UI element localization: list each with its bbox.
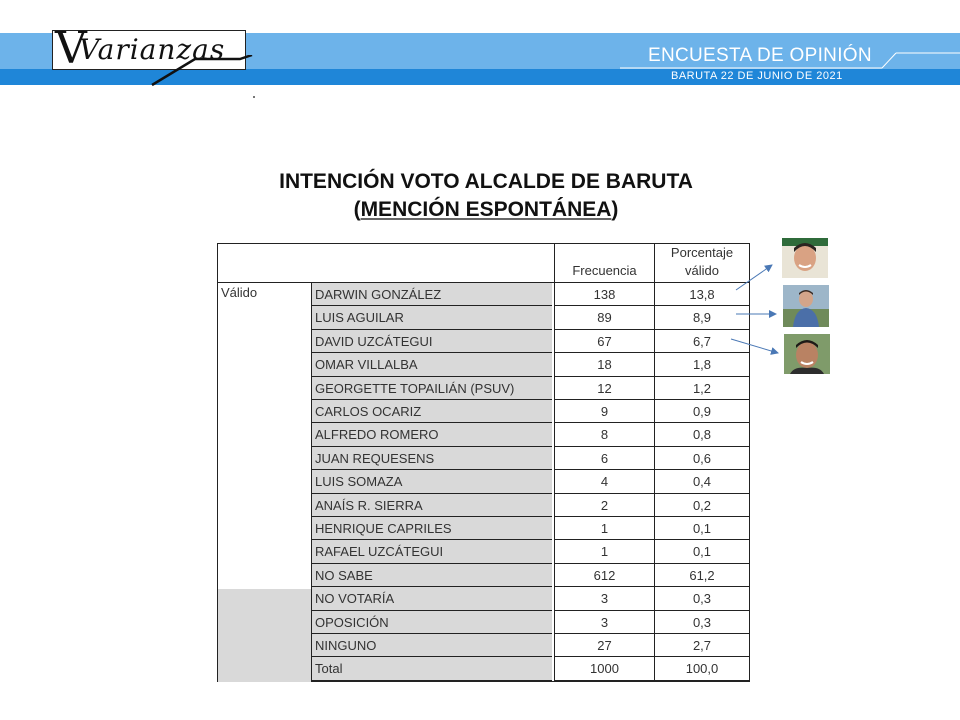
row-label: ALFREDO ROMERO xyxy=(312,423,552,446)
page-title-line2 xyxy=(0,198,960,222)
logo-v-mark: V xyxy=(55,23,87,74)
row-porcentaje: 0,9 xyxy=(655,400,749,423)
photo-david-uzcategui xyxy=(784,334,830,374)
row-porcentaje: 1,8 xyxy=(655,353,749,376)
header-subtitle: BARUTA 22 DE JUNIO DE 2021 xyxy=(671,70,843,82)
photo-darwin-gonzalez xyxy=(782,238,828,278)
logo-swash xyxy=(150,55,260,90)
row-porcentaje: 8,9 xyxy=(655,306,749,329)
results-table xyxy=(217,243,750,682)
row-frecuencia: 6 xyxy=(554,447,655,470)
row-porcentaje: 0,3 xyxy=(655,587,749,610)
row-label: CARLOS OCARIZ xyxy=(312,400,552,423)
title-paren-open: ( xyxy=(353,198,361,221)
logo-text: Varianzas xyxy=(79,33,226,66)
header-porcentaje-line1: Porcentaje xyxy=(670,245,734,260)
row-porcentaje: 13,8 xyxy=(655,283,749,306)
row-frecuencia: 3 xyxy=(554,611,655,634)
row-porcentaje: 0,4 xyxy=(655,470,749,493)
row-porcentaje: 0,6 xyxy=(655,447,749,470)
row-label: DAVID UZCÁTEGUI xyxy=(312,330,552,353)
row-porcentaje: 2,7 xyxy=(655,634,749,657)
row-frecuencia: 18 xyxy=(554,353,655,376)
row-label: HENRIQUE CAPRILES xyxy=(312,517,552,540)
row-frecuencia: 27 xyxy=(554,634,655,657)
row-porcentaje: 61,2 xyxy=(655,564,749,587)
row-label: LUIS SOMAZA xyxy=(312,470,552,493)
row-frecuencia: 3 xyxy=(554,587,655,610)
row-porcentaje: 0,1 xyxy=(655,540,749,563)
title-paren-close: ) xyxy=(611,198,619,221)
title-highlight: MENCIÓN ESPONTÁNEA xyxy=(360,198,612,221)
header-frecuencia-label: Frecuencia xyxy=(572,263,637,278)
table-header-blank xyxy=(218,244,554,283)
row-porcentaje: 0,2 xyxy=(655,494,749,517)
row-frecuencia: 12 xyxy=(554,377,655,400)
row-label: LUIS AGUILAR xyxy=(312,306,552,329)
header-porcentaje xyxy=(655,244,749,283)
row-label: JUAN REQUESENS xyxy=(312,447,552,470)
row-frecuencia: 67 xyxy=(554,330,655,353)
row-label: RAFAEL UZCÁTEGUI xyxy=(312,540,552,563)
row-frecuencia: 4 xyxy=(554,470,655,493)
page-title-line1: INTENCIÓN VOTO ALCALDE DE BARUTA xyxy=(279,170,693,193)
row-porcentaje: 100,0 xyxy=(655,657,749,680)
row-frecuencia: 138 xyxy=(554,283,655,306)
row-porcentaje: 0,3 xyxy=(655,611,749,634)
header-title: ENCUESTA DE OPINIÓN xyxy=(648,45,872,66)
row-porcentaje: 0,8 xyxy=(655,423,749,446)
row-label: DARWIN GONZÁLEZ xyxy=(312,283,552,306)
row-label: ANAÍS R. SIERRA xyxy=(312,494,552,517)
row-label: Total xyxy=(312,657,552,680)
row-porcentaje: 6,7 xyxy=(655,330,749,353)
row-frecuencia: 612 xyxy=(554,564,655,587)
person-luis-icon xyxy=(783,285,829,327)
group-label-valido: Válido xyxy=(221,285,258,300)
header-frecuencia xyxy=(554,244,655,283)
person-darwin-icon xyxy=(782,238,828,278)
row-label: NINGUNO xyxy=(312,634,552,657)
row-label: OPOSICIÓN xyxy=(312,611,552,634)
row-label: GEORGETTE TOPAILIÁN (PSUV) xyxy=(312,377,552,400)
row-frecuencia: 1000 xyxy=(554,657,655,680)
decorative-dot xyxy=(253,96,255,98)
person-david-icon xyxy=(784,334,830,374)
group-column-grey xyxy=(218,589,312,682)
row-frecuencia: 1 xyxy=(554,517,655,540)
header-porcentaje-line2: válido xyxy=(685,263,719,278)
row-label: NO VOTARÍA xyxy=(312,587,552,610)
row-frecuencia: 8 xyxy=(554,423,655,446)
row-frecuencia: 2 xyxy=(554,494,655,517)
row-porcentaje: 0,1 xyxy=(655,517,749,540)
row-porcentaje: 1,2 xyxy=(655,377,749,400)
row-frecuencia: 1 xyxy=(554,540,655,563)
group-column-white xyxy=(218,283,312,589)
row-frecuencia: 9 xyxy=(554,400,655,423)
row-label: OMAR VILLALBA xyxy=(312,353,552,376)
photo-luis-aguilar xyxy=(783,285,829,327)
row-frecuencia: 89 xyxy=(554,306,655,329)
row-label: NO SABE xyxy=(312,564,552,587)
